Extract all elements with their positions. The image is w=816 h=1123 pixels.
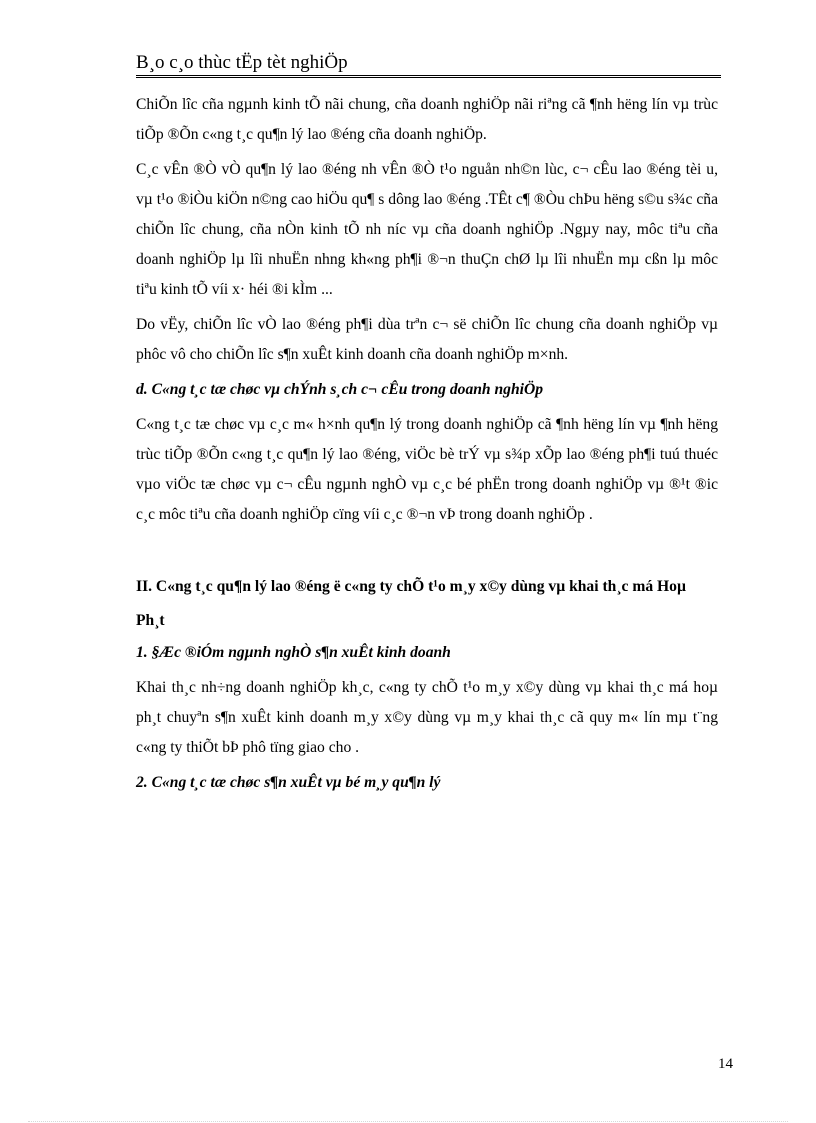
subheading-production-organization: 2. C«ng t¸c tæ chøc s¶n xuÊt vµ bé m¸y qu¶n lý [136,774,441,791]
subheading-business-characteristics: 1. §Æc ®iÓm ngµnh nghÒ s¶n xuÊt kinh doanh [136,644,451,661]
paragraph-business-characteristics: Khai th¸c nh÷ng doanh nghiÖp kh¸c, c«ng ty chÕ t¹o m¸y x©y dùng vµ khai th¸c má hoµ ph¸t chuyªn s¶n xuÊt kinh doanh m¸y x©y dùng vµ m¸y khai th¸c cã quy m« lín mµ t¨ng c«ng ty thiÕt bÞ phô tïng giao cho . [136,679,718,756]
paragraph-strategy: ChiÕn lîc cña ngµnh kinh tÕ nãi chung, cña doanh nghiÖp nãi riªng cã ¶nh hëng lín vµ trùc tiÕp ®Õn c«ng t¸c qu¶n lý lao ®éng cña doanh nghiÖp. [136,96,718,143]
footer-divider [28,1121,788,1122]
page-number: 14 [718,1056,733,1072]
page-content [136,90,718,798]
paragraph-labor-strategy: Do vËy, chiÕn lîc vÒ lao ®éng ph¶i dùa trªn c¬ së chiÕn lîc chung cña doanh nghiÖp vµ phôc vô cho chiÕn lîc s¶n xuÊt kinh doanh cña doanh nghiÖp m×nh. [136,316,718,363]
section-title-labor-management: II. C«ng t¸c qu¶n lý lao ®éng ë c«ng ty chÕ t¹o m¸y x©y dùng vµ khai th¸c má Hoµ Ph¸t [136,578,686,629]
heading-organization: d. C«ng t¸c tæ chøc vµ chÝnh s¸ch c¬ cÊu trong doanh nghiÖp [136,381,544,398]
paragraph-organization: C«ng t¸c tæ chøc vµ c¸c m« h×nh qu¶n lý trong doanh nghiÖp cã ¶nh hëng lín vµ ¶nh hëng trùc tiÕp ®Õn c«ng t¸c qu¶n lý lao ®éng, viÖc bè trÝ vµ s¾p xÕp lao ®éng ph¶i tuú thuéc vµo viÖc tæ chøc vµ c¬ cÊu ngµnh nghÒ vµ c¸c bé phËn trong doanh nghiÖp vµ ®¹t ®ic c¸c môc tiªu cña doanh nghiÖp cïng víi c¸c ®¬n vÞ trong doanh nghiÖp . [136,416,718,523]
running-header: B¸o c¸o thùc tËp tèt nghiÖp [136,52,721,78]
paragraph-labor-issues: C¸c vÊn ®Ò vÒ qu¶n lý lao ®éng nh vÊn ®Ò t¹o nguån nh©n lùc, c¬ cÊu lao ®éng tèi u, vµ t¹o ®iÒu kiÖn n©ng cao hiÖu qu¶ s dông lao ®éng .TÊt c¶ ®Òu chÞu hëng s©u s¾c cña chiÕn lîc chung, cña nÒn kinh tÕ nh níc vµ cña doanh nghiÖp .Ngµy nay, môc tiªu cña doanh nghiÖp lµ lîi nhuËn nhng kh«ng ph¶i ®¬n thuÇn chØ lµ lîi nhuËn mµ cßn lµ môc tiªu kinh tÕ víi x· héi ®i kÌm ... [136,161,718,298]
